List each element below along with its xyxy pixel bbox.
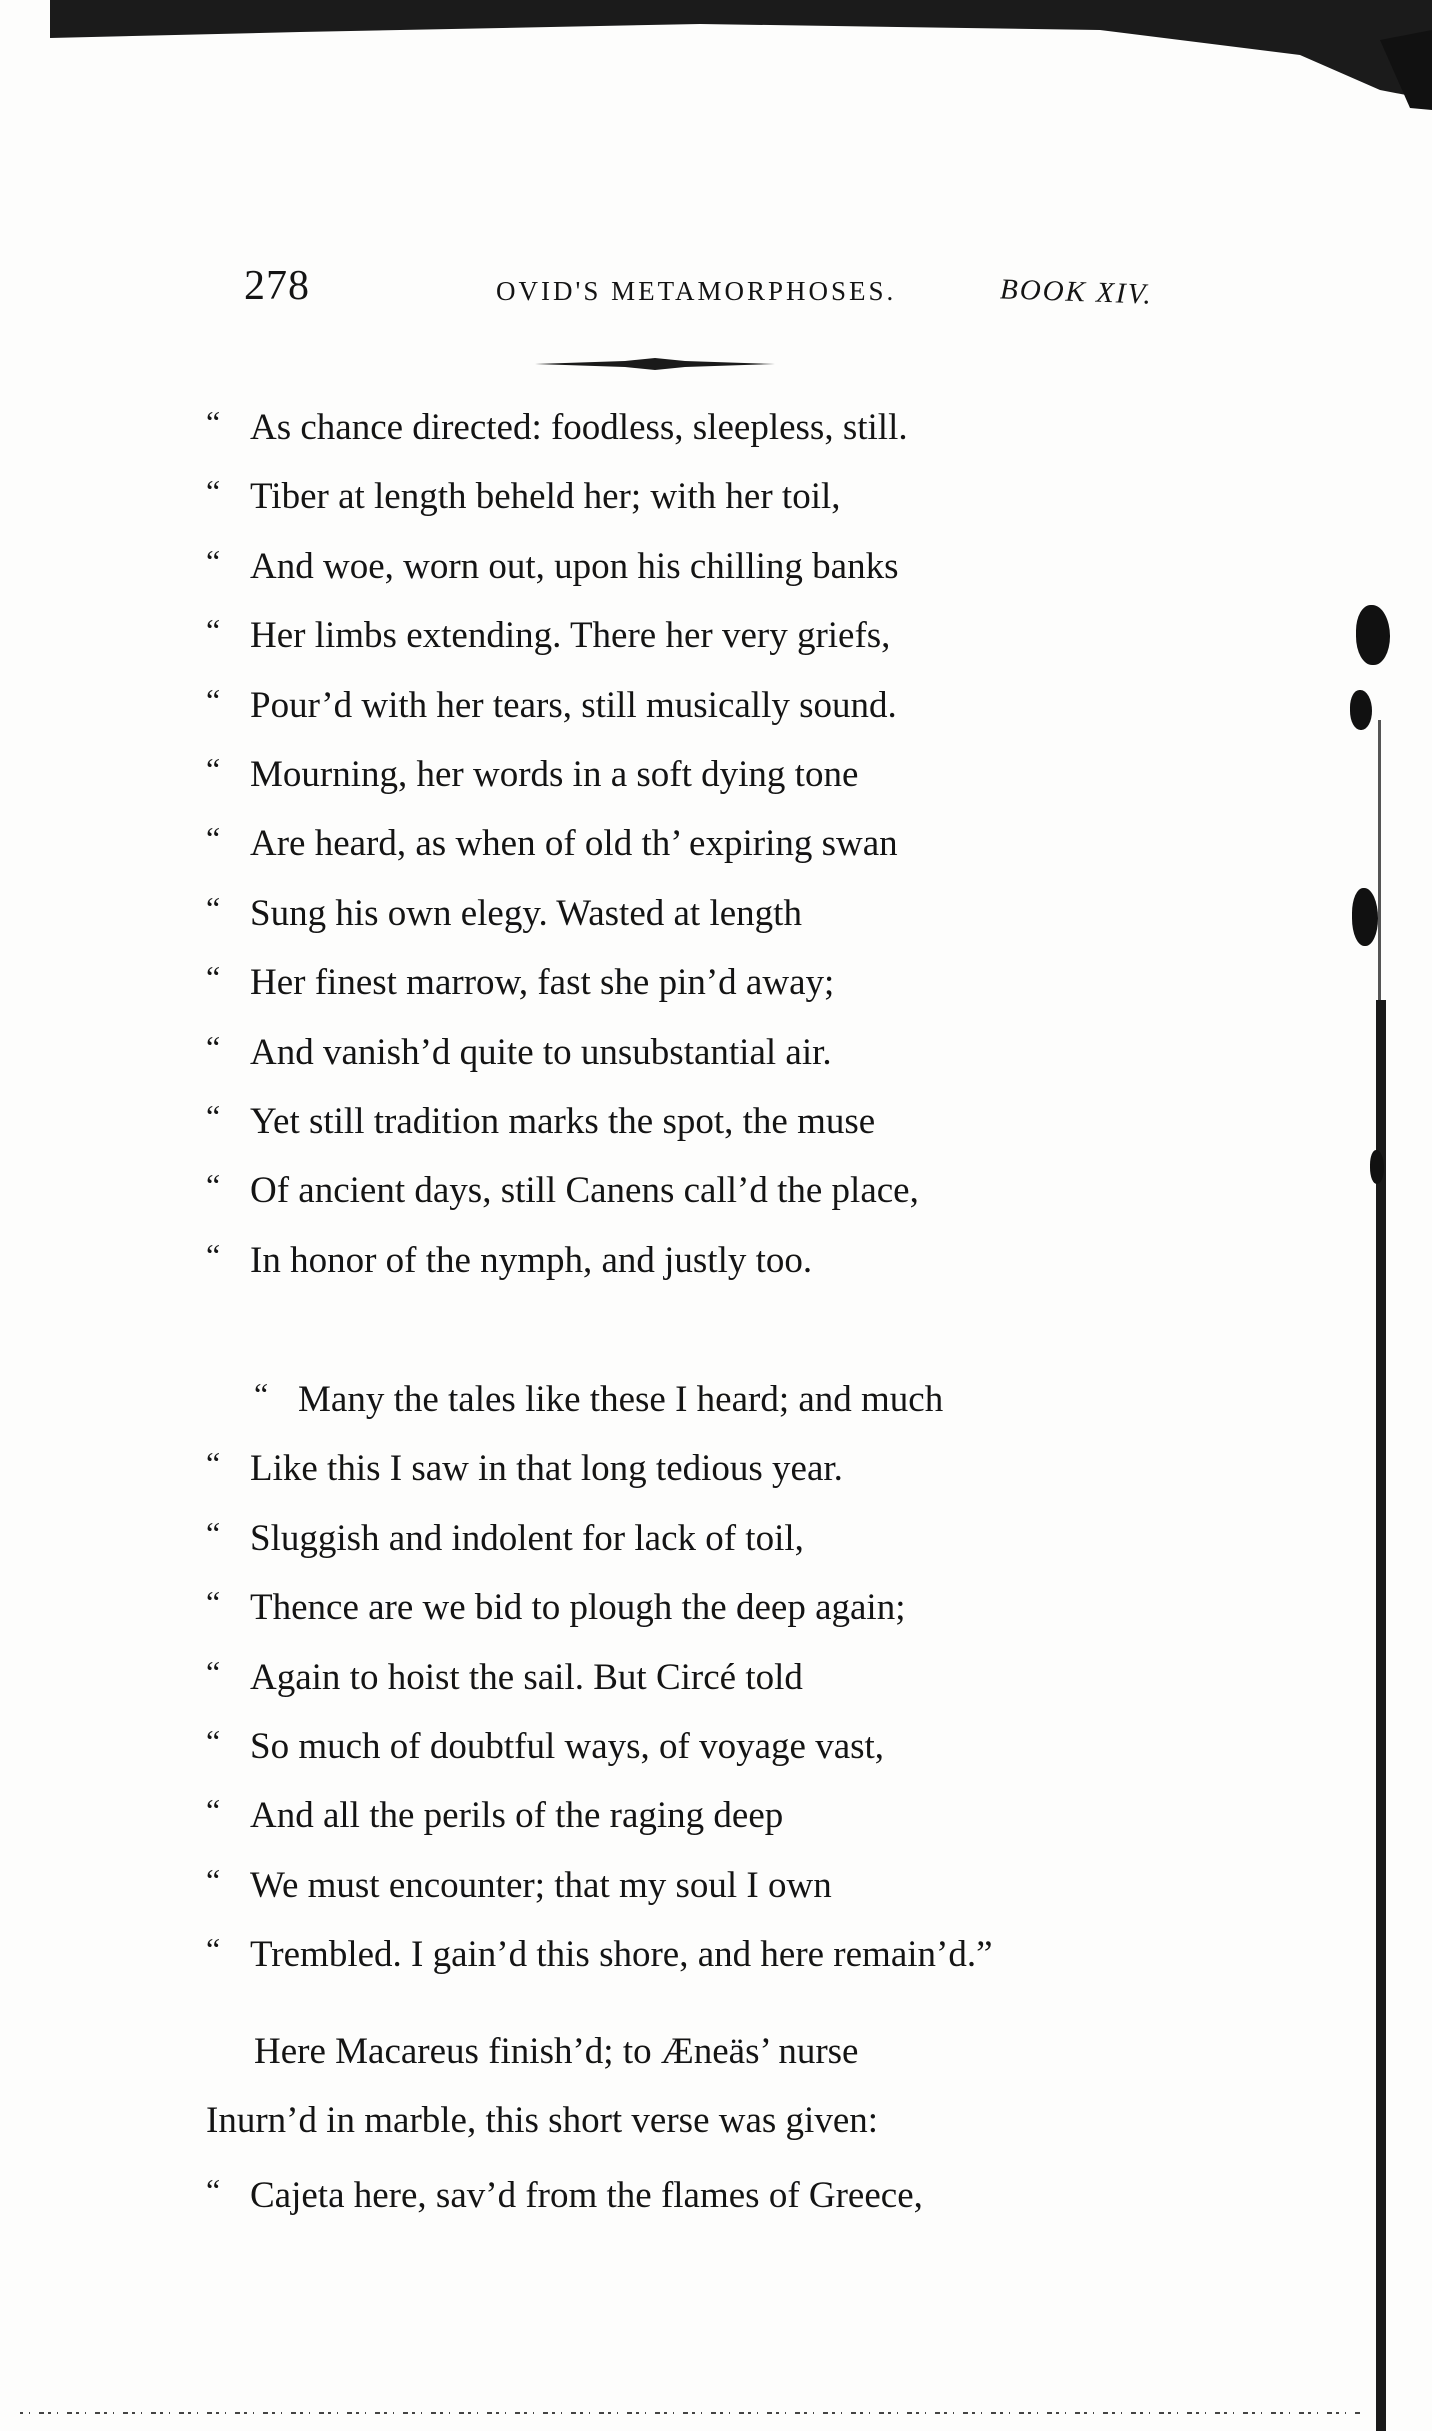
verse-line xyxy=(206,1707,993,1776)
verse-text: Many the tales like these I heard; and much xyxy=(298,1379,944,1420)
verse-text: Pour’d with her tears, still musically sound. xyxy=(250,684,897,726)
verse-text: As chance directed: foodless, sleepless, still. xyxy=(250,407,908,448)
book-label: BOOK XIV. xyxy=(999,273,1154,311)
verse-text: Thence are we bid to plough the deep again; xyxy=(250,1587,906,1629)
verse-text: Sung his own elegy. Wasted at length xyxy=(250,892,802,934)
verse-stanza-3 xyxy=(206,2017,923,2225)
verse-text: Tiber at length beheld her; with her toil, xyxy=(250,476,841,518)
verse-line xyxy=(206,874,919,943)
verse-text: Inurn’d in marble, this short verse was given: xyxy=(206,2100,879,2142)
quote-mark: “ xyxy=(206,542,221,579)
quote-mark: “ xyxy=(206,473,221,510)
verse-stanza-1 xyxy=(206,388,919,1290)
verse-line xyxy=(206,1915,993,1984)
verse-line xyxy=(206,1082,919,1151)
running-title: OVID'S METAMORPHOSES. xyxy=(496,276,897,306)
verse-line xyxy=(206,1846,993,1915)
verse-line xyxy=(206,2086,923,2155)
verse-text: And woe, worn out, upon his chilling banks xyxy=(250,545,899,587)
verse-line xyxy=(206,1568,993,1637)
quote-mark: “ xyxy=(206,1584,221,1621)
verse-line xyxy=(206,1151,919,1220)
quote-mark: “ xyxy=(206,2171,221,2208)
quote-mark: “ xyxy=(206,1514,221,1551)
scan-right-edge xyxy=(1376,1000,1386,2431)
verse-text: In honor of the nymph, and justly too. xyxy=(250,1239,813,1281)
verse-line xyxy=(206,1221,919,1290)
verse-text: Her limbs extending. There her very griefs, xyxy=(250,615,891,657)
verse-line xyxy=(206,1013,919,1082)
quote-mark: “ xyxy=(206,1861,221,1898)
verse-text: Her finest marrow, fast she pin’d away; xyxy=(250,962,835,1004)
verse-line xyxy=(206,2156,923,2225)
verse-text: Again to hoist the sail. But Circé told xyxy=(250,1656,803,1698)
quote-mark: “ xyxy=(206,889,221,926)
quote-mark: “ xyxy=(206,404,221,440)
verse-line xyxy=(206,388,919,457)
verse-line xyxy=(206,457,919,526)
quote-mark: “ xyxy=(206,1028,221,1065)
verse-text: So much of doubtful ways, of voyage vast, xyxy=(250,1725,885,1767)
verse-text: Trembled. I gain’d this shore, and here remain’d.” xyxy=(250,1934,993,1976)
ink-blot xyxy=(1352,888,1378,946)
verse-text: Of ancient days, still Canens call’d the place, xyxy=(250,1170,919,1212)
page-number: 278 xyxy=(244,263,310,309)
head-rule xyxy=(535,358,775,370)
quote-mark: “ xyxy=(206,612,221,649)
verse-line xyxy=(206,527,919,596)
quote-mark: “ xyxy=(206,1653,221,1690)
quote-mark: “ xyxy=(254,1376,269,1412)
verse-text: Yet still tradition marks the spot, the muse xyxy=(250,1100,876,1142)
verse-line xyxy=(206,804,919,873)
verse-line xyxy=(206,2017,923,2086)
verse-line xyxy=(206,1360,993,1429)
quote-mark: “ xyxy=(206,1097,221,1134)
verse-text: Are heard, as when of old th’ expiring swan xyxy=(250,823,898,865)
verse-text: And all the perils of the raging deep xyxy=(250,1795,784,1837)
verse-text: Mourning, her words in a soft dying tone xyxy=(250,753,859,795)
quote-mark: “ xyxy=(206,1931,221,1968)
scan-bottom-noise xyxy=(0,2405,1432,2419)
ink-blot xyxy=(1356,605,1390,665)
quote-mark: “ xyxy=(206,1236,221,1273)
verse-line xyxy=(206,943,919,1012)
quote-mark: “ xyxy=(206,1445,221,1482)
verse-line xyxy=(206,1429,993,1498)
ink-blot xyxy=(1370,1150,1384,1184)
running-head xyxy=(0,262,1432,322)
verse-text: Cajeta here, sav’d from the flames of Greece, xyxy=(250,2174,923,2216)
verse-line xyxy=(206,735,919,804)
scan-top-edge xyxy=(0,0,1432,160)
verse-text: Sluggish and indolent for lack of toil, xyxy=(250,1517,804,1559)
quote-mark: “ xyxy=(206,681,221,718)
quote-mark: “ xyxy=(206,820,221,857)
verse-text: Like this I saw in that long tedious year. xyxy=(250,1448,843,1490)
ink-blot xyxy=(1350,690,1372,730)
quote-mark: “ xyxy=(206,750,221,787)
verse-text: We must encounter; that my soul I own xyxy=(250,1864,832,1906)
verse-stanza-2 xyxy=(206,1360,993,1985)
quote-mark: “ xyxy=(206,1722,221,1759)
verse-line xyxy=(206,1499,993,1568)
verse-line xyxy=(206,596,919,665)
verse-line xyxy=(206,1776,993,1845)
quote-mark: “ xyxy=(206,1792,221,1829)
verse-text: And vanish’d quite to unsubstantial air. xyxy=(250,1031,832,1073)
verse-line xyxy=(206,1638,993,1707)
verse-line xyxy=(206,666,919,735)
quote-mark: “ xyxy=(206,1167,221,1204)
verse-text: Here Macareus finish’d; to Æneäs’ nurse xyxy=(254,2031,859,2072)
quote-mark: “ xyxy=(206,959,221,996)
